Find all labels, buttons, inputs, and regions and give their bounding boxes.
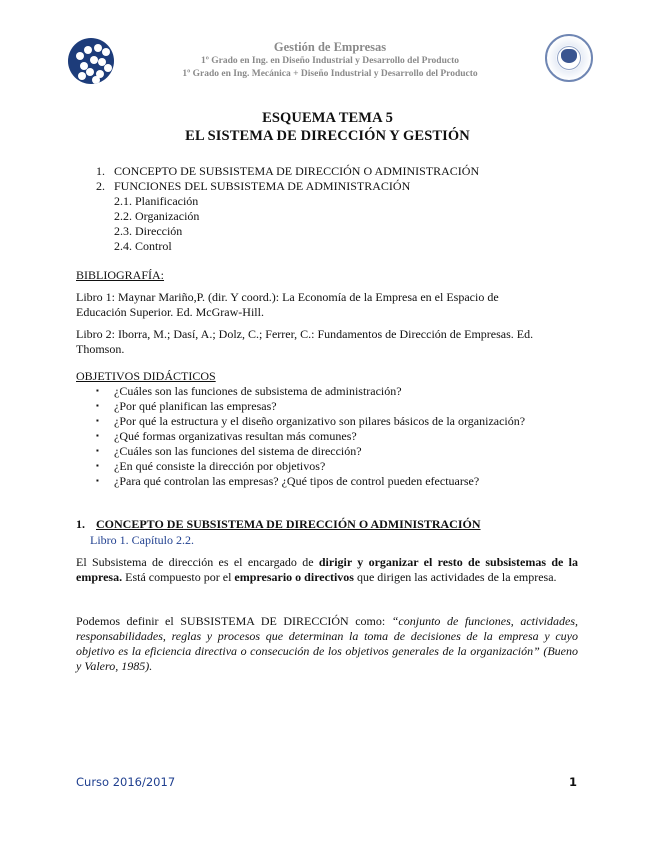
logo-dot [104,64,112,72]
objective-item: ¿Por qué la estructura y el diseño organizativo son pilares básicos de la organización? [114,414,526,428]
header-title: Gestión de Empresas [273,40,387,54]
objective-item: ¿Por qué planifican las empresas? [114,399,277,413]
footer-course: Curso 2016/2017 [76,775,176,789]
outline-subitem: 2.2. Organización [114,209,200,223]
bullet-icon: ▪ [96,446,99,455]
logo-dot [90,56,98,64]
objective-item: ¿Cuáles son las funciones de subsistema de administración? [114,384,402,398]
outline-subitem: 2.1. Planificación [114,194,199,208]
objectives-heading: OBJETIVOS DIDÁCTICOS [76,369,216,383]
logo-dot [92,76,100,84]
objective-item: ¿Cuáles son las funciones del sistema de dirección? [114,444,362,458]
document-subtitle: EL SISTEMA DE DIRECCIÓN Y GESTIÓN [185,128,470,144]
section-1-heading: CONCEPTO DE SUBSISTEMA DE DIRECCIÓN O ADMINISTRACIÓN [96,517,481,531]
school-seal-logo [545,34,593,82]
outline-item-2: FUNCIONES DEL SUBSISTEMA DE ADMINISTRACIÓN [114,179,411,193]
logo-dot [78,72,86,80]
section-1-number: 1. [76,517,85,531]
bullet-icon: ▪ [96,476,99,485]
bibliography-book-2-cont: Thomson. [76,342,125,356]
bullet-icon: ▪ [96,386,99,395]
bullet-icon: ▪ [96,416,99,425]
outline-item-1-number: 1. [96,164,105,178]
section-1-reference: Libro 1. Capítulo 2.2. [90,533,194,547]
bibliography-book-1: Libro 1: Maynar Mariño,P. (dir. Y coord.): La Economía de la Empresa en el Espacio de [76,290,499,304]
bibliography-heading: BIBLIOGRAFÍA: [76,268,165,282]
objective-item: ¿Para qué controlan las empresas? ¿Qué tipos de control pueden efectuarse? [114,474,480,488]
logo-dot [76,52,84,60]
objective-item: ¿En qué consiste la dirección por objetivos? [114,459,326,473]
page-number: 1 [569,775,578,789]
logo-dot [102,48,110,56]
bullet-icon: ▪ [96,461,99,470]
logo-dot [94,44,102,52]
logo-dot [84,46,92,54]
logo-dot [86,68,94,76]
header-degree-line-2: 1º Grado en Ing. Mecánica + Diseño Industrial y Desarrollo del Producto [182,69,478,79]
bibliography-book-1-cont: Educación Superior. Ed. McGraw-Hill. [76,305,264,319]
outline-item-2-number: 2. [96,179,105,193]
section-1-paragraph-1: El Subsistema de dirección es el encargado de dirigir y organizar el resto de subsistemas de la empresa. Está compuesto por el empresario o directivos que dirigen las actividades de la empresa. [76,555,578,584]
bibliography-book-2: Libro 2: Iborra, M.; Dasí, A.; Dolz, C.; Ferrer, C.: Fundamentos de Dirección de Empresas. Ed. [76,327,534,341]
section-1-paragraph-2: Podemos definir el SUBSISTEMA DE DIRECCIÓN como: “conjunto de funciones, actividades, responsabilidades, reglas y procesos que determinan la toma de decisiones de la empresa y cuyo objetivo es la eficiencia directiva o consecución de los objetivos generales de la organización” (Bueno y Valero, 1985). [76,614,578,673]
objective-item: ¿Qué formas organizativas resultan más comunes? [114,429,357,443]
bullet-icon: ▪ [96,401,99,410]
document-title: ESQUEMA TEMA 5 [262,110,393,126]
bullet-icon: ▪ [96,431,99,440]
header-degree-line-1: 1º Grado en Ing. en Diseño Industrial y Desarrollo del Producto [201,56,459,66]
outline-subitem: 2.4. Control [114,239,172,253]
outline-item-1: CONCEPTO DE SUBSISTEMA DE DIRECCIÓN O ADMINISTRACIÓN [114,164,480,178]
university-logo [68,38,114,84]
outline-subitem: 2.3. Dirección [114,224,183,238]
